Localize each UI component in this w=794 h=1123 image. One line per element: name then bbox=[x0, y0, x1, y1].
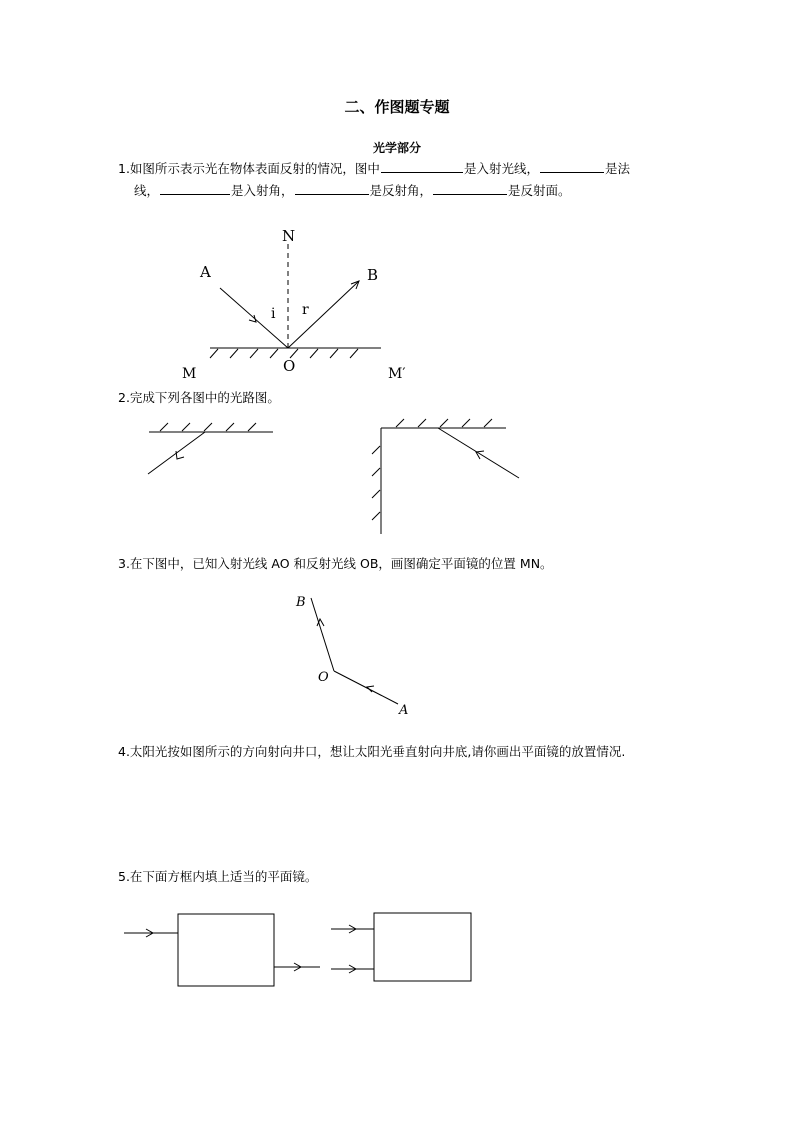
vertical-mirror-hatching bbox=[372, 446, 380, 520]
question-5-text: 5.在下面方框内填上适当的平面镜。 bbox=[118, 869, 318, 884]
q1-blank-normal[interactable] bbox=[540, 159, 604, 173]
mirror-box-left[interactable] bbox=[178, 914, 274, 986]
q1-text-mid4: 是反射角， bbox=[369, 183, 433, 198]
question-1-line-2 bbox=[134, 180, 571, 202]
label-r: r bbox=[302, 302, 309, 318]
reflected-ray-ob bbox=[311, 598, 334, 671]
light-ray bbox=[438, 428, 519, 478]
mirror-hatching bbox=[160, 423, 256, 431]
label-a: A bbox=[399, 703, 409, 718]
label-b: B bbox=[367, 266, 379, 284]
q1-text-mid5: 是反射面。 bbox=[508, 183, 571, 198]
q2-mirror-diagram-right bbox=[366, 418, 526, 536]
label-o: O bbox=[318, 670, 329, 685]
question-1-line-1 bbox=[118, 158, 630, 180]
q1-blank-incidence-angle[interactable] bbox=[160, 181, 230, 195]
q1-text-pre: 1.如图所示表示光在物体表面反射的情况，图中 bbox=[118, 161, 380, 176]
label-m-prime: M′ bbox=[388, 366, 406, 382]
mirror-box-right[interactable] bbox=[374, 913, 471, 981]
q1-blank-reflection-angle[interactable] bbox=[295, 181, 369, 195]
label-i: i bbox=[271, 306, 276, 322]
page-title: 二、作图题专题 bbox=[344, 98, 450, 116]
q2-mirror-diagram-left bbox=[140, 418, 280, 482]
label-o: O bbox=[283, 357, 296, 375]
question-3-text: 3.在下图中，已知入射光线 AO 和反射光线 OB，画图确定平面镜的位置 MN。 bbox=[118, 556, 553, 571]
incident-ray-ao bbox=[334, 671, 398, 704]
q1-blank-reflecting-surface[interactable] bbox=[433, 181, 507, 195]
q1-text-mid1: 是入射光线， bbox=[463, 161, 539, 176]
question-2-text: 2.完成下列各图中的光路图。 bbox=[118, 390, 280, 405]
section-subtitle: 光学部分 bbox=[372, 141, 421, 155]
q1-text-line2-pre: 线， bbox=[134, 183, 160, 198]
ray-arrow-icon bbox=[476, 451, 484, 459]
label-a: A bbox=[200, 263, 211, 281]
q5-mirror-box-diagrams bbox=[118, 906, 478, 996]
q1-text-mid3: 是入射角， bbox=[231, 183, 294, 198]
label-m: M bbox=[182, 366, 197, 382]
label-n: N bbox=[282, 227, 296, 245]
reflected-ray-ob bbox=[288, 281, 359, 348]
horizontal-mirror-hatching bbox=[396, 419, 492, 427]
question-4-text: 4.太阳光按如图所示的方向射向井口，想让太阳光垂直射向井底,请你画出平面镜的放置情况. bbox=[118, 744, 626, 759]
q1-reflection-diagram bbox=[170, 222, 410, 384]
incident-ray-ao bbox=[220, 288, 288, 348]
q1-blank-incident-ray[interactable] bbox=[381, 159, 463, 173]
label-b: B bbox=[296, 595, 306, 610]
q3-ray-diagram bbox=[290, 588, 420, 720]
q1-text-mid2: 是法 bbox=[604, 161, 630, 176]
